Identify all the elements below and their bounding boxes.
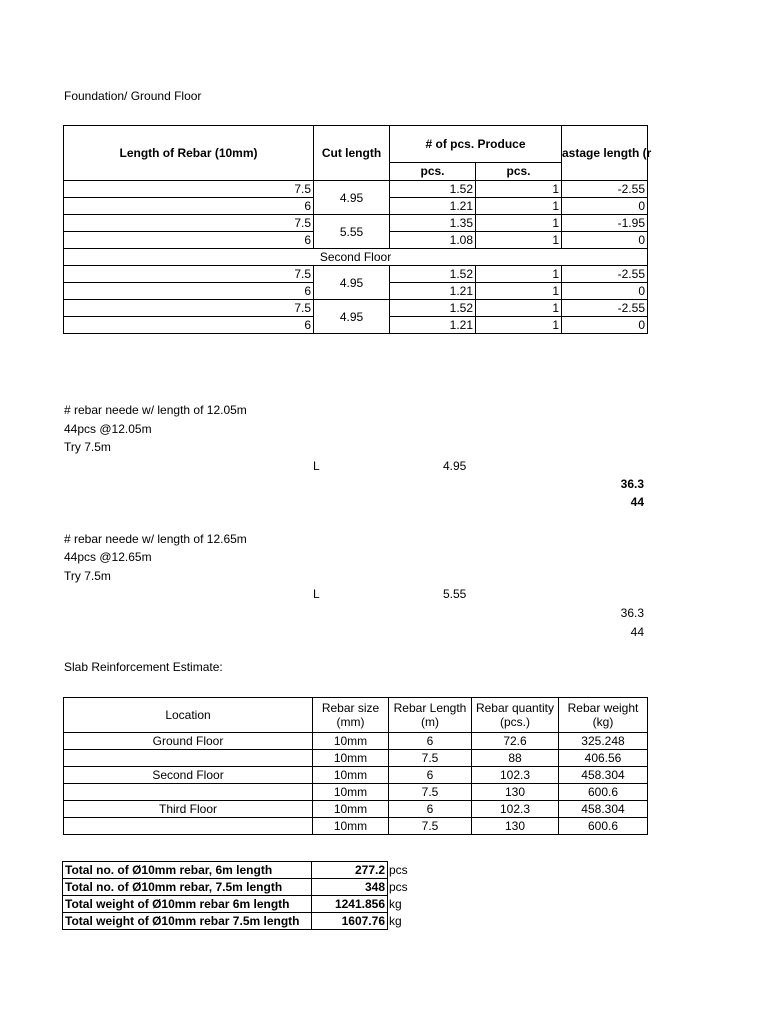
weight-cell: 600.6: [559, 784, 648, 801]
pcs-cell: 1.52: [390, 300, 476, 317]
length-cell: 7.5: [389, 818, 472, 835]
location-cell: [64, 784, 313, 801]
quantity-cell: 130: [472, 818, 559, 835]
col-header-rebar-size: Rebar size (mm): [313, 698, 389, 733]
summary-unit: pcs: [389, 880, 408, 894]
summary-value: 277.2: [312, 862, 388, 879]
pcs2-cell: 1: [476, 181, 562, 198]
location-cell: Ground Floor: [64, 733, 313, 750]
sub-header-pcs-2: pcs.: [476, 162, 562, 180]
size-cell: 10mm: [313, 750, 389, 767]
cut-length-cell: 5.55: [314, 215, 390, 249]
length-cell: 6: [64, 198, 314, 215]
weight-cell: 406.56: [559, 750, 648, 767]
quantity-cell: 88: [472, 750, 559, 767]
wastage-cell: 0: [562, 232, 648, 249]
col-header-length: Length of Rebar (10mm): [64, 126, 314, 181]
cut-length-cell: 4.95: [314, 181, 390, 215]
calc2-l-label: L: [313, 587, 320, 601]
pcs2-cell: 1: [476, 232, 562, 249]
slab-reinforcement-table: [63, 697, 648, 835]
quantity-cell: 102.3: [472, 801, 559, 818]
weight-cell: 458.304: [559, 801, 648, 818]
pcs-cell: 1.35: [390, 215, 476, 232]
pcs2-cell: 1: [476, 283, 562, 300]
pcs2-cell: 1: [476, 215, 562, 232]
col-header-produce: # of pcs. Produce: [390, 126, 562, 163]
location-cell: [64, 818, 313, 835]
col-header-wastage: astage length (r: [562, 126, 648, 181]
pcs2-cell: 1: [476, 266, 562, 283]
pcs-cell: 1.21: [390, 198, 476, 215]
location-cell: [64, 750, 313, 767]
col-header-rebar-weight: Rebar weight (kg): [559, 698, 648, 733]
calc1-result1: 36.3: [620, 477, 644, 491]
calc1-l-value: 4.95: [443, 459, 467, 473]
calc1-l-label: L: [313, 459, 320, 473]
sub-header-pcs: pcs.: [390, 162, 476, 180]
wastage-cell: 0: [562, 283, 648, 300]
calc2-line1: # rebar neede w/ length of 12.65m: [64, 532, 247, 546]
size-cell: 10mm: [313, 767, 389, 784]
length-cell: 6: [64, 317, 314, 334]
pcs2-cell: 1: [476, 198, 562, 215]
slab-estimate-title: Slab Reinforcement Estimate:: [64, 660, 223, 674]
summary-unit: kg: [389, 897, 402, 911]
weight-cell: 600.6: [559, 818, 648, 835]
length-cell: 7.5: [389, 750, 472, 767]
calc1-result2: 44: [630, 495, 644, 509]
summary-label: Total no. of Ø10mm rebar, 7.5m length: [63, 879, 312, 896]
pcs-cell: 1.21: [390, 283, 476, 300]
summary-value: 348: [312, 879, 388, 896]
summary-unit: kg: [389, 914, 402, 928]
wastage-cell: -1.95: [562, 215, 648, 232]
length-cell: 7.5: [64, 266, 314, 283]
cut-length-cell: 4.95: [314, 300, 390, 334]
pcs-cell: 1.52: [390, 181, 476, 198]
length-cell: 6: [389, 733, 472, 750]
quantity-cell: 102.3: [472, 767, 559, 784]
summary-table: [62, 861, 408, 930]
calc2-result1: 36.3: [620, 606, 644, 620]
size-cell: 10mm: [313, 733, 389, 750]
length-cell: 6: [389, 767, 472, 784]
wastage-cell: -2.55: [562, 300, 648, 317]
pcs-cell: 1.52: [390, 266, 476, 283]
location-cell: Second Floor: [64, 767, 313, 784]
cut-length-cell: 4.95: [314, 266, 390, 300]
size-cell: 10mm: [313, 801, 389, 818]
length-cell: 6: [389, 801, 472, 818]
pcs2-cell: 1: [476, 300, 562, 317]
summary-label: Total weight of Ø10mm rebar 6m length: [63, 896, 312, 913]
weight-cell: 458.304: [559, 767, 648, 784]
quantity-cell: 72.6: [472, 733, 559, 750]
calc2-line3: Try 7.5m: [64, 569, 111, 583]
location-cell: Third Floor: [64, 801, 313, 818]
summary-value: 1241.856: [312, 896, 388, 913]
col-header-rebar-quantity: Rebar quantity (pcs.): [472, 698, 559, 733]
calc1-line3: Try 7.5m: [64, 440, 111, 454]
calc2-l-value: 5.55: [443, 587, 467, 601]
length-cell: 6: [64, 232, 314, 249]
summary-value: 1607.76: [312, 913, 388, 930]
summary-label: Total no. of Ø10mm rebar, 6m length: [63, 862, 312, 879]
summary-unit: pcs: [389, 863, 408, 877]
length-cell: 7.5: [389, 784, 472, 801]
calc1-line2: 44pcs @12.05m: [64, 422, 152, 436]
length-cell: 6: [64, 283, 314, 300]
pcs-cell: 1.21: [390, 317, 476, 334]
section-label-second-floor: Second Floor: [64, 249, 648, 266]
wastage-cell: -2.55: [562, 181, 648, 198]
wastage-cell: -2.55: [562, 266, 648, 283]
quantity-cell: 130: [472, 784, 559, 801]
rebar-cutting-table: [63, 125, 652, 334]
summary-label: Total weight of Ø10mm rebar 7.5m length: [63, 913, 312, 930]
calc1-line1: # rebar neede w/ length of 12.05m: [64, 403, 247, 417]
size-cell: 10mm: [313, 784, 389, 801]
weight-cell: 325.248: [559, 733, 648, 750]
col-header-rebar-length: Rebar Length (m): [389, 698, 472, 733]
calc2-result2: 44: [630, 625, 644, 639]
calc2-line2: 44pcs @12.65m: [64, 550, 152, 564]
length-cell: 7.5: [64, 215, 314, 232]
pcs2-cell: 1: [476, 317, 562, 334]
col-header-cut: Cut length: [314, 126, 390, 181]
section-title-foundation: Foundation/ Ground Floor: [64, 89, 202, 103]
size-cell: 10mm: [313, 818, 389, 835]
wastage-cell: 0: [562, 198, 648, 215]
length-cell: 7.5: [64, 300, 314, 317]
col-header-location: Location: [64, 698, 313, 733]
length-cell: 7.5: [64, 181, 314, 198]
wastage-cell: 0: [562, 317, 648, 334]
pcs-cell: 1.08: [390, 232, 476, 249]
